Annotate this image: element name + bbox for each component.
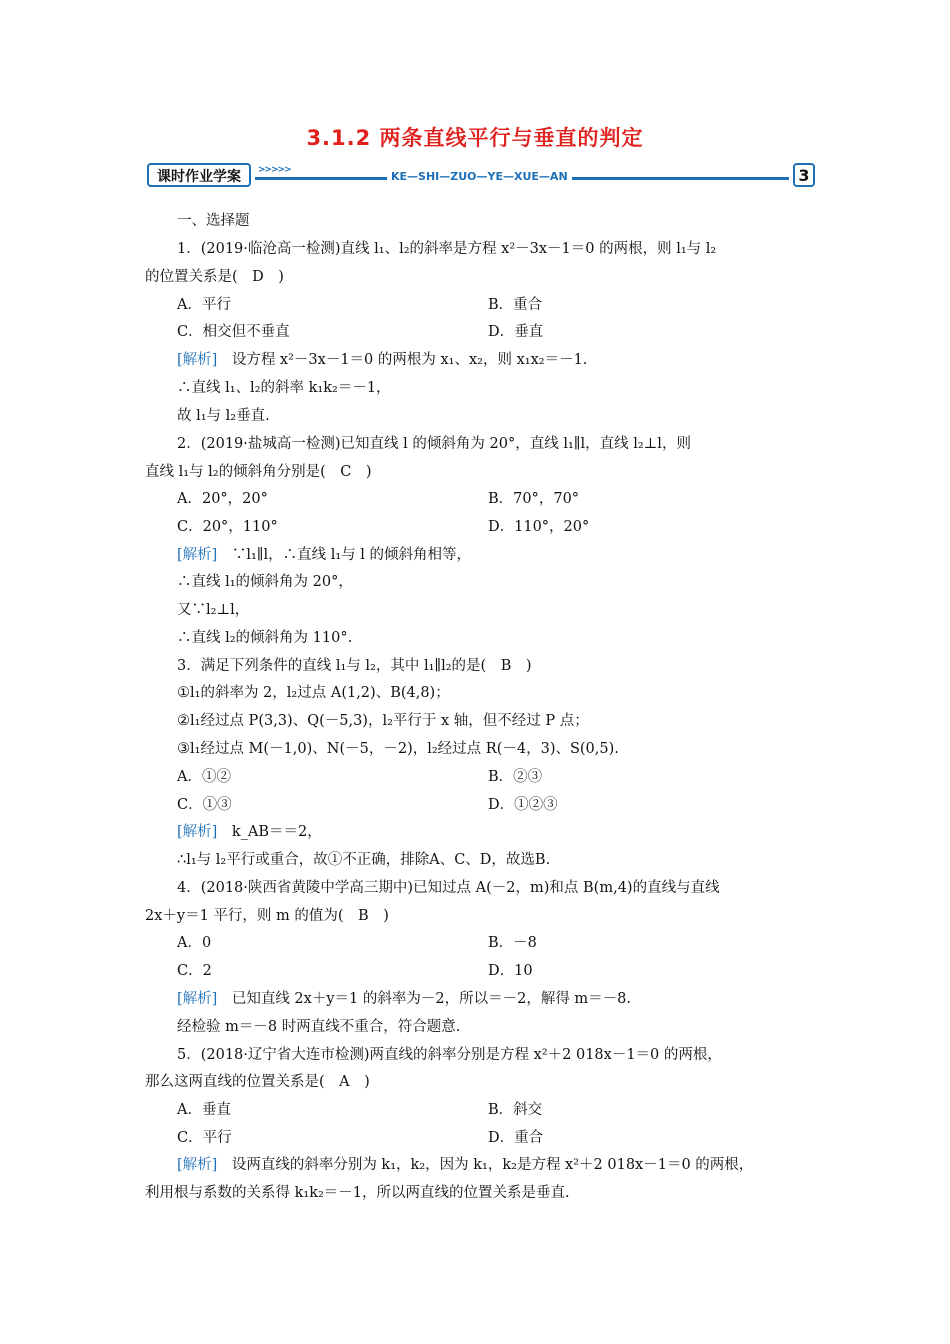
- q3-sol-2: ∴l₁与 l₂平行或重合，故①不正确，排除A、C、D，故选B.: [177, 852, 551, 868]
- q3-condition-3: ③l₁经过点 M(－1,0)、N(－5，－2)，l₂经过点 R(－4，3)、S(0,5).: [177, 741, 619, 757]
- q5-analysis: [177, 1156, 753, 1174]
- q2-analysis: [177, 546, 471, 564]
- q1-option-d: D．垂直: [488, 324, 544, 340]
- q2-option-d: D．110°，20°: [488, 519, 590, 535]
- analysis-tag: [解析]: [177, 1157, 218, 1173]
- q3-option-b: B．②③: [488, 769, 543, 785]
- q4-analysis: [177, 990, 631, 1008]
- q4-option-d: D．10: [488, 963, 533, 979]
- q2-stem-cont: 直线 l₁与 l₂的倾斜角分别是( C ): [145, 464, 372, 480]
- q4-sol-2: 经检验 m＝－8 时两直线不重合，符合题意.: [177, 1019, 461, 1035]
- q2-option-b: B．70°，70°: [488, 491, 580, 507]
- q3-option-c: C．①③: [177, 797, 232, 813]
- banner-label: 课时作业学案: [147, 163, 251, 187]
- q2-stem: 2．(2019·盐城高一检测)已知直线 l 的倾斜角为 20°，直线 l₁∥l，直线 l₂⊥l，则: [177, 436, 691, 452]
- q2-sol-4: ∴直线 l₂的倾斜角为 110°.: [177, 630, 353, 646]
- q5-option-a: A．垂直: [177, 1102, 231, 1118]
- q1-stem: 1．(2019·临沧高一检测)直线 l₁、l₂的斜率是方程 x²－3x－1＝0 的两根，则 l₁与 l₂: [177, 241, 717, 257]
- q5-option-b: B．斜交: [488, 1102, 543, 1118]
- q5-option-d: D．重合: [488, 1130, 544, 1146]
- q3-option-a: A．①②: [177, 769, 231, 785]
- q4-sol-1: 已知直线 2x＋y＝1 的斜率为－2，所以＝－2，解得 m＝－8.: [217, 991, 632, 1007]
- q4-option-a: A．0: [177, 935, 212, 951]
- q3-condition-1: ①l₁的斜率为 2，l₂过点 A(1,2)、B(4,8)；: [177, 685, 450, 701]
- q1-stem-cont: 的位置关系是( D ): [145, 269, 284, 285]
- q5-sol-1: 设两直线的斜率分别为 k₁，k₂，因为 k₁，k₂是方程 x²＋2 018x－1＝0 的两根，: [217, 1157, 754, 1173]
- q2-sol-1: ∵l₁∥l，∴直线 l₁与 l 的倾斜角相等，: [217, 547, 472, 563]
- q2-sol-3: 又∵l₂⊥l，: [177, 602, 250, 618]
- q4-option-b: B．－8: [488, 935, 537, 951]
- q3-sol-1: k_AB＝＝2，: [217, 824, 322, 840]
- q1-option-c: C．相交但不垂直: [177, 324, 290, 340]
- q3-option-d: D．①②③: [488, 797, 558, 813]
- section-heading: 一、选择题: [177, 213, 250, 229]
- page-title: 3.1.2 两条直线平行与垂直的判定: [306, 126, 644, 150]
- q5-sol-2: 利用根与系数的关系得 k₁k₂＝－1，所以两直线的位置关系是垂直.: [145, 1185, 570, 1201]
- q1-option-b: B．重合: [488, 297, 543, 313]
- analysis-tag: [解析]: [177, 991, 218, 1007]
- q3-analysis: [177, 823, 322, 841]
- q5-stem: 5．(2018·辽宁省大连市检测)两直线的斜率分别是方程 x²＋2 018x－1＝0 的两根，: [177, 1047, 722, 1063]
- q5-option-c: C．平行: [177, 1130, 232, 1146]
- banner-pinyin: KE—SHI—ZUO—YE—XUE—AN: [387, 170, 572, 183]
- analysis-tag: [解析]: [177, 352, 218, 368]
- q4-stem-cont: 2x＋y＝1 平行，则 m 的值为( B ): [145, 908, 389, 924]
- q1-sol-1: 设方程 x²－3x－1＝0 的两根为 x₁、x₂，则 x₁x₂＝－1.: [217, 352, 588, 368]
- banner-arrows: >>>>>: [258, 165, 291, 175]
- q4-option-c: C．2: [177, 963, 212, 979]
- q1-sol-3: 故 l₁与 l₂垂直.: [177, 408, 270, 424]
- analysis-tag: [解析]: [177, 547, 218, 563]
- q4-stem: 4．(2018·陕西省黄陵中学高三期中)已知过点 A(－2，m)和点 B(m,4)的直线与直线: [177, 880, 720, 896]
- q3-stem: 3．满足下列条件的直线 l₁与 l₂，其中 l₁∥l₂的是( B ): [177, 658, 532, 674]
- q1-sol-2: ∴直线 l₁、l₂的斜率 k₁k₂＝－1，: [177, 380, 391, 396]
- q1-option-a: A．平行: [177, 297, 231, 313]
- section-banner: [147, 163, 815, 189]
- q2-option-a: A．20°，20°: [177, 491, 268, 507]
- q2-sol-2: ∴直线 l₁的倾斜角为 20°，: [177, 574, 353, 590]
- analysis-tag: [解析]: [177, 824, 218, 840]
- banner-number: 3: [793, 163, 815, 187]
- q5-stem-cont: 那么这两直线的位置关系是( A ): [145, 1074, 370, 1090]
- q3-condition-2: ②l₁经过点 P(3,3)、Q(－5,3)，l₂平行于 x 轴，但不经过 P 点；: [177, 713, 589, 729]
- q1-analysis: [177, 351, 587, 369]
- q2-option-c: C．20°，110°: [177, 519, 278, 535]
